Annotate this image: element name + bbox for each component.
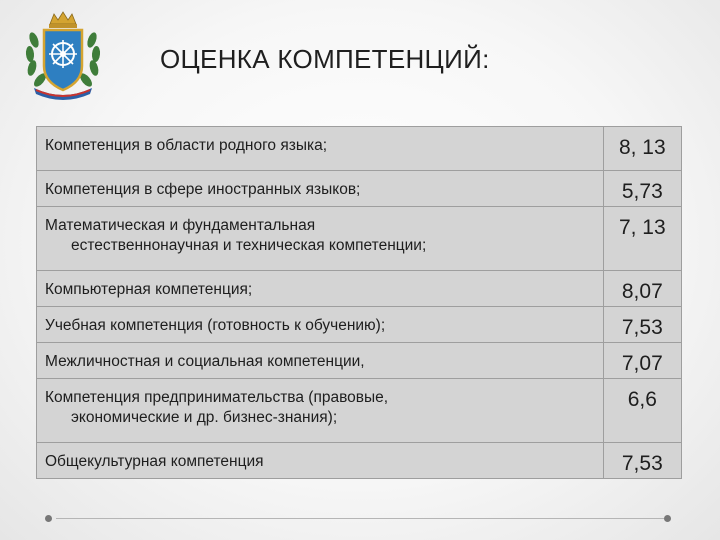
competency-score: 7, 13	[603, 207, 681, 271]
table-row	[37, 343, 682, 379]
competency-name: Компетенция в сфере иностранных языков;	[37, 171, 604, 207]
table-row	[37, 443, 682, 479]
page-title: ОЦЕНКА КОМПЕТЕНЦИЙ:	[160, 44, 490, 74]
table-row	[37, 207, 682, 271]
competency-score: 7,07	[603, 343, 681, 379]
competency-name: Компетенция предпринимательства (правовые, экономические и др. бизнес-знания);	[37, 379, 604, 443]
table-row	[37, 171, 682, 207]
table-row	[37, 379, 682, 443]
competency-name: Компьютерная компетенция;	[37, 271, 604, 307]
table-row	[37, 127, 682, 171]
competency-score: 8, 13	[603, 127, 681, 171]
competency-score: 7,53	[603, 443, 681, 479]
competency-score: 8,07	[603, 271, 681, 307]
table-row	[37, 307, 682, 343]
competency-name: Учебная компетенция (готовность к обучению);	[37, 307, 604, 343]
bottom-divider	[56, 518, 664, 519]
competency-name: Межличностная и социальная компетенции,	[37, 343, 604, 379]
competency-score: 6,6	[603, 379, 681, 443]
competency-score: 5,73	[603, 171, 681, 207]
competency-table	[36, 126, 682, 479]
bullet-dot-right	[664, 515, 671, 522]
competency-name: Математическая и фундаментальная естественнонаучная и техническая компетенции;	[37, 207, 604, 271]
bullet-dot-left	[45, 515, 52, 522]
competency-score: 7,53	[603, 307, 681, 343]
competency-name: Общекультурная компетенция	[37, 443, 604, 479]
competency-name: Компетенция в области родного языка;	[37, 127, 604, 171]
table-row	[37, 271, 682, 307]
coat-of-arms-icon	[20, 10, 106, 102]
